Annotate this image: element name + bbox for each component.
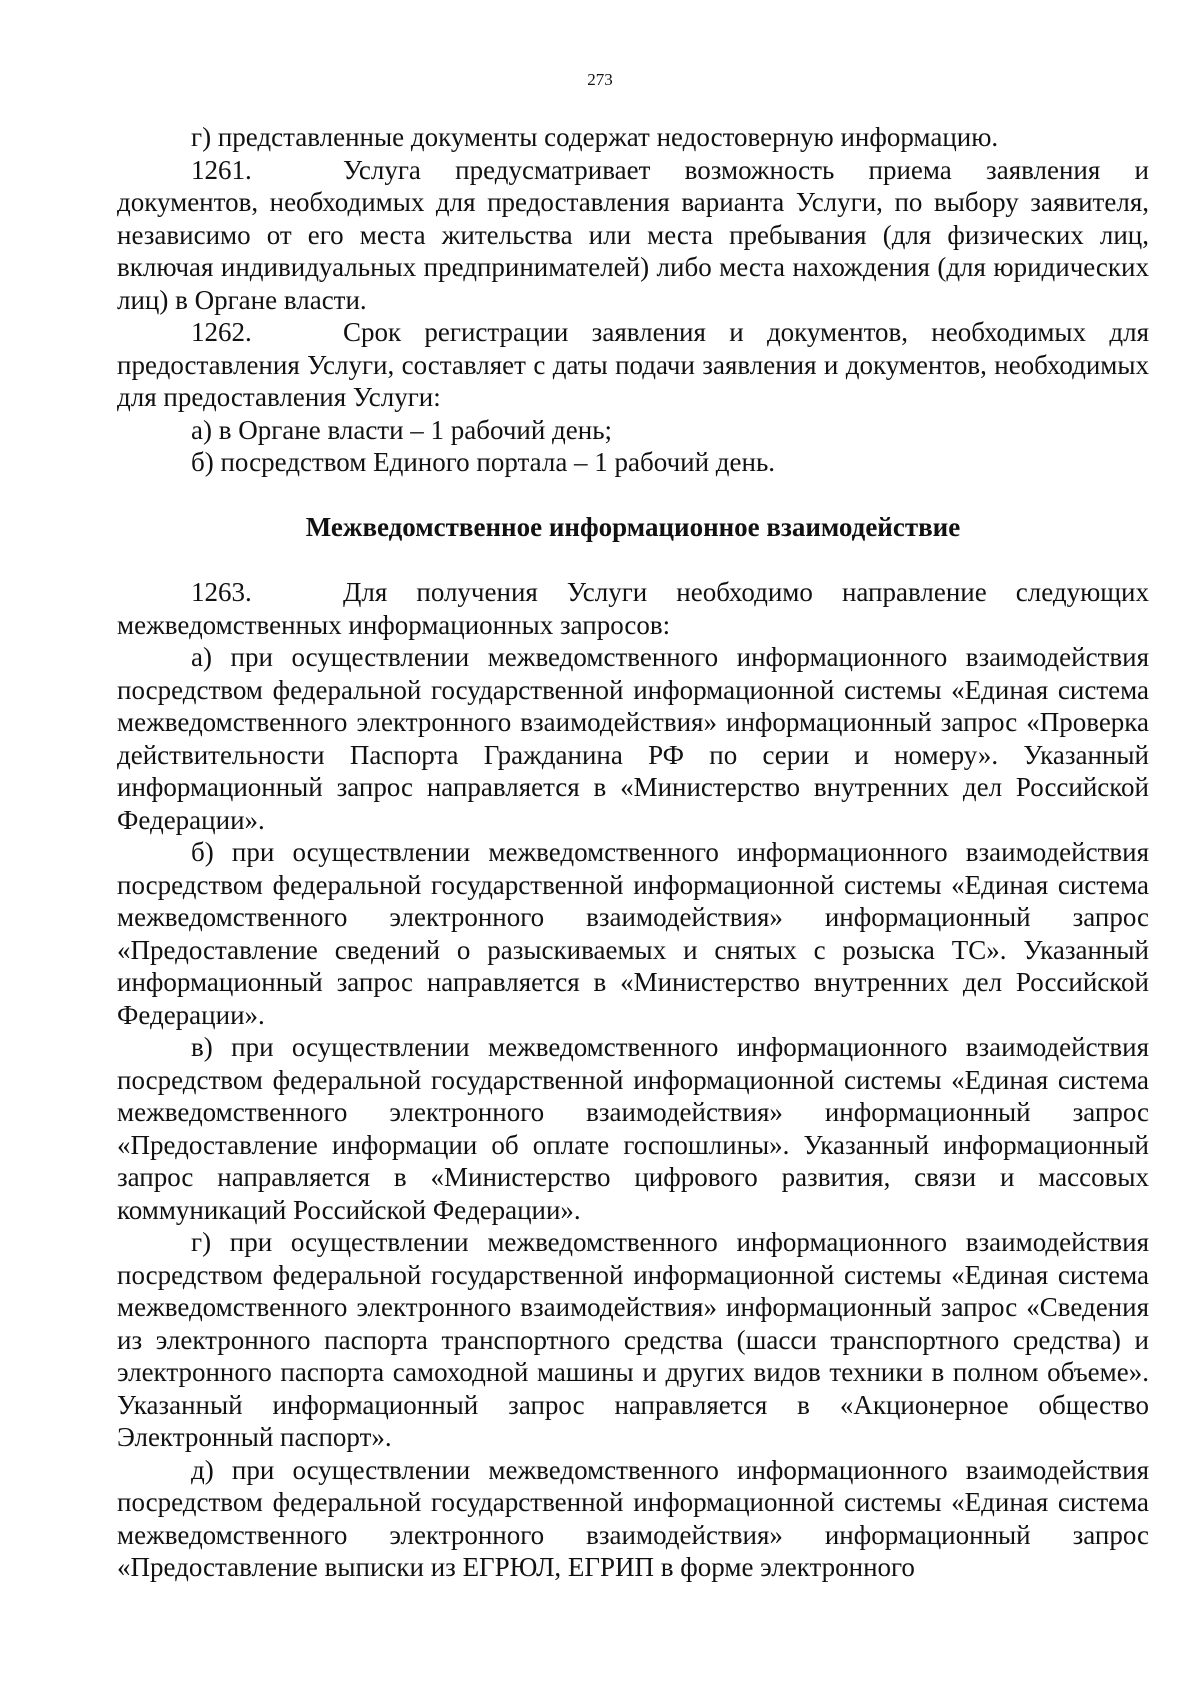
paragraph-text: Услуга предусматривает возможность приема заявления и документов, необходимых для предоставления варианта Услуги, по выбору заявителя, независимо от его места жительства или места пребывания (для физических лиц, включая индивидуальных предпринимателей) либо места нахождения (для юридических лиц) в Органе власти. (117, 154, 1149, 315)
request-item-v (117, 1031, 1149, 1226)
paragraph-text: в) при осуществлении межведомственного информационного взаимодействия посредством федеральной государственной информационной системы «Единая система межведомственного электронного взаимодействия» информационный запрос «Предоставление информации об оплате госпошлины». Указанный информационный запрос направляется в «Министерство цифрового развития, связи и массовых коммуникаций Российской Федерации». (117, 1032, 1149, 1225)
paragraph-text: б) при осуществлении межведомственного информационного взаимодействия посредством федеральной государственной информационной системы «Единая система межведомственного электронного взаимодействия» информационный запрос «Предоставление сведений о разыскиваемых и снятых с розыска ТС». Указанный информационный запрос направляется в «Министерство внутренних дел Российской Федерации». (117, 837, 1149, 1030)
request-item-d (117, 1454, 1149, 1584)
paragraph-text: Срок регистрации заявления и документов, необходимых для предоставления Услуги, составляет с даты подачи заявления и документов, необходимых для предоставления Услуги: (117, 317, 1149, 412)
paragraph-number: 1263. (191, 577, 252, 607)
paragraph-1263 (117, 576, 1149, 641)
page-number: 273 (587, 70, 613, 89)
request-item-g (117, 1226, 1149, 1454)
request-item-a (117, 641, 1149, 836)
request-item-b (117, 836, 1149, 1031)
paragraph-text: а) в Органе власти – 1 рабочий день; (191, 414, 613, 445)
section-heading: Межведомственное информационное взаимодействие (305, 511, 961, 542)
paragraph-1261 (117, 154, 1149, 317)
paragraph-number: 1261. (191, 154, 252, 185)
paragraph-text: Для получения Услуги необходимо направление следующих межведомственных информационных запросов: (117, 577, 1149, 640)
paragraph-text: д) при осуществлении межведомственного информационного взаимодействия посредством федеральной государственной информационной системы «Единая система межведомственного электронного взаимодействия» информационный запрос «Предоставление выписки из ЕГРЮЛ, ЕГРИП в форме электронного (117, 1454, 1149, 1582)
paragraph-number: 1262. (191, 317, 252, 347)
paragraph-text: г) представленные документы содержат недостоверную информацию. (191, 122, 999, 152)
paragraph-g-invalid-info (117, 121, 1149, 154)
paragraph-1262 (117, 316, 1149, 414)
paragraph-text: б) посредством Единого портала – 1 рабочий день. (191, 447, 776, 477)
paragraph-text: г) при осуществлении межведомственного информационного взаимодействия посредством федеральной государственной информационной системы «Единая система межведомственного электронного взаимодействия» информационный запрос «Сведения из электронного паспорта транспортного средства (шасси транспортного средства) и электронного паспорта самоходной машины и других видов техники в полном объеме». Указанный информационный запрос направляется в «Акционерное общество Электронный паспорт». (117, 1227, 1149, 1452)
paragraph-text: а) при осуществлении межведомственного информационного взаимодействия посредством федеральной государственной информационной системы «Единая система межведомственного электронного взаимодействия» информационный запрос «Проверка действительности Паспорта Гражданина РФ по серии и номеру». Указанный информационный запрос направляется в «Министерство внутренних дел Российской Федерации». (117, 642, 1149, 835)
list-item-b-portal (117, 446, 1149, 479)
list-item-a-organ (117, 414, 1149, 447)
document-body (117, 121, 1149, 1584)
